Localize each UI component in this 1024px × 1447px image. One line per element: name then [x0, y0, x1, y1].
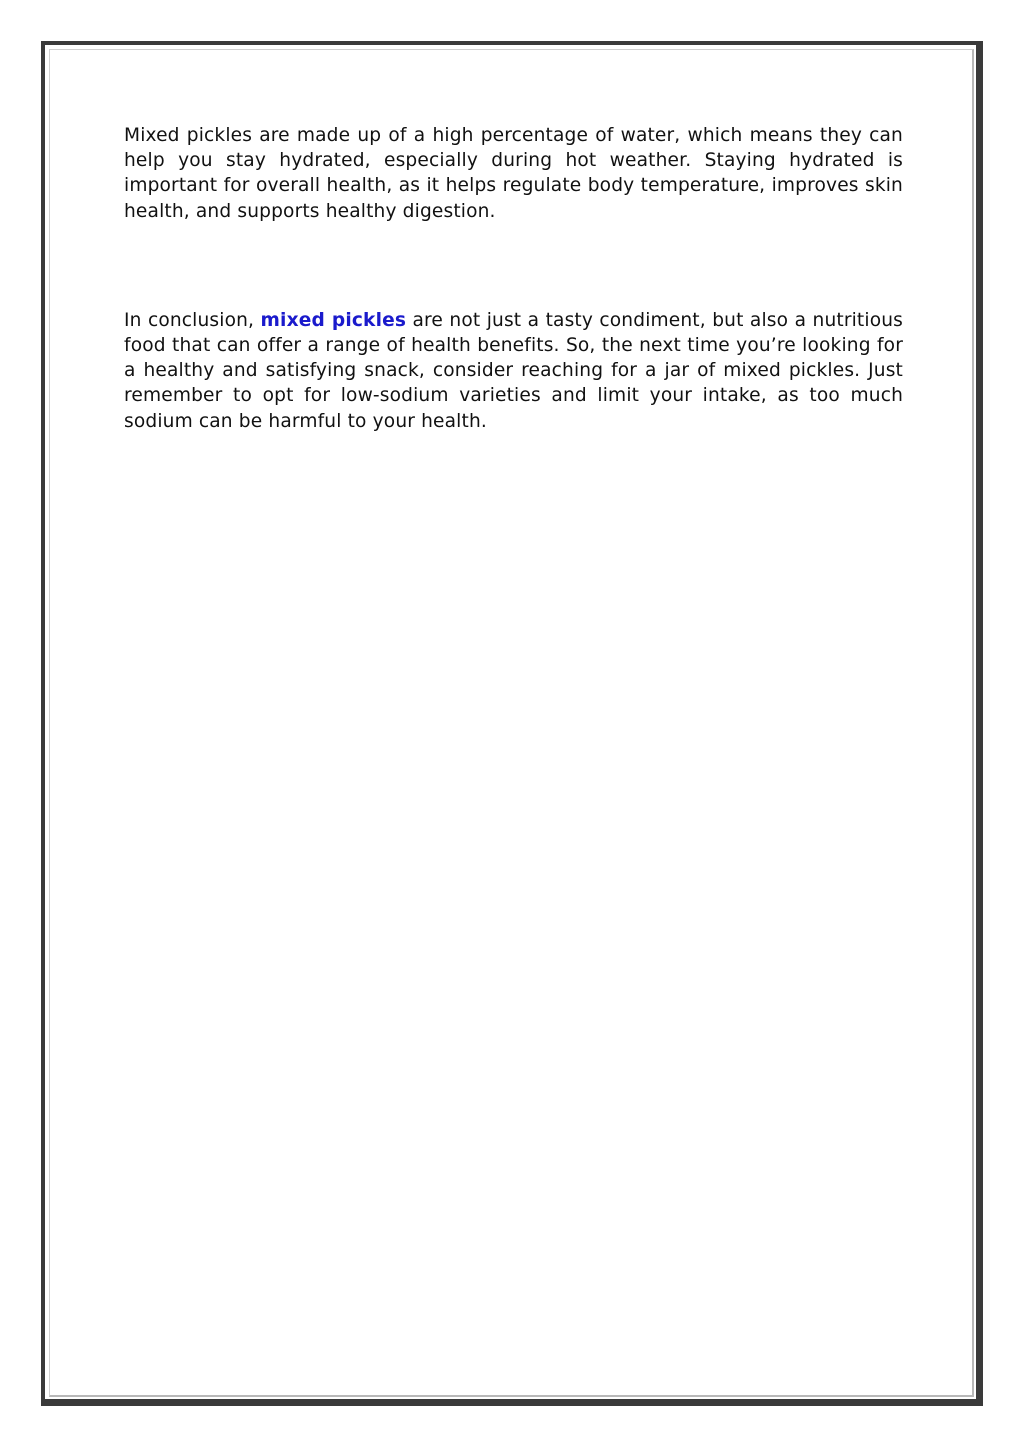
paragraph-conclusion: [124, 308, 903, 434]
conclusion-body-text: are not just a tasty condiment, but also a nutritious food that can offer a range of health benefits. So, the next time you’re looking for a healthy and satisfying snack, consider reaching for a jar of mixed pickles. Just remember to opt for low-sodium varieties and limit your intake, as too much sodium can be harmful to your health.: [124, 309, 903, 432]
paragraph-hydration: Mixed pickles are made up of a high percentage of water, which means they can help you stay hydrated, especially during hot weather. Staying hydrated is important for overall health, as it helps regulate body temperature, improves skin health, and supports healthy digestion.: [124, 125, 903, 222]
conclusion-intro-text: In conclusion,: [124, 309, 261, 331]
document-body: [124, 123, 903, 434]
mixed-pickles-link[interactable]: mixed pickles: [260, 309, 407, 331]
